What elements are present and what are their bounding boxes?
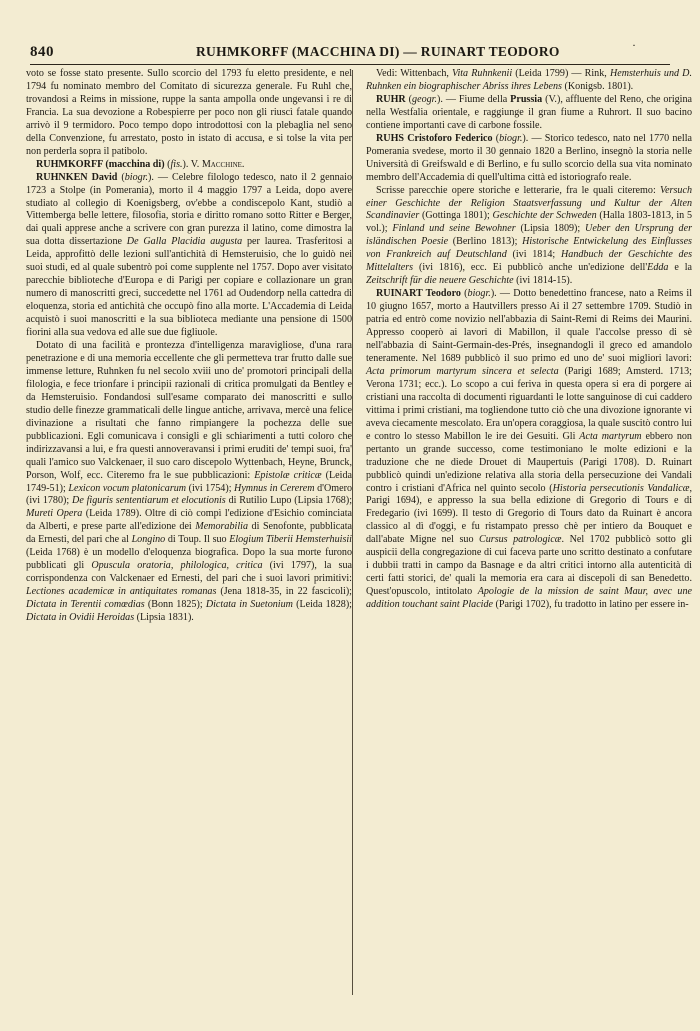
paragraph (26, 340, 352, 625)
italic-text: geogr. (412, 93, 437, 105)
italic-text: Dictata in Suetonium (205, 599, 293, 611)
body-text: ( (492, 132, 500, 144)
cross-reference: Macchine (201, 158, 242, 170)
body-text: (ivi 1797), la sua corrispondenza con Valckenaer ed Ernesti, del pari che i suoi lavori primitivi: (26, 560, 352, 585)
body-text: . Nel 1702 pubblicò sotto gli auspicii della congregazione di cui faceva parte uno scritto destinato a confutare i dubbii tratti in campo da Basnage e da altri critici intorno alla autenticità di certi fatti storici, de' quali la memoria era cara ai discepoli di san Benedetto. Quest'opuscolo, intitolato (366, 534, 692, 598)
paragraph (366, 133, 692, 185)
italic-text: Opuscula oratoria, philologica, critica (91, 560, 263, 572)
body-text: (Leida 1789). Oltre di ciò compì l'edizione d'Esichio cominciata da Alberti, e prese parte all'edizione dei (26, 508, 352, 533)
body-text: (ivi 1814-15). (513, 275, 573, 287)
entry-headword: RUHR (376, 93, 406, 105)
italic-text: Vita Ruhnkenii (452, 68, 513, 79)
body-text: (Jena 1818-35, in 22 fascicoli); (216, 586, 352, 598)
body-text: Dotato di una facilità e prontezza d'intelligenza maravigliose, d'una rara penetrazione e di una memoria eccellente che gli permetteva trar frutto dalle sue immense letture, Ruhnken fu nel secolo xviii uno de' promotori principali della filologia, e fece trionfare i principii razionali di critica promulgati da Bentley e da Hemsteruisio. Fondandosi sull'esame comparato dei manoscritti e sullo studio delle finezze grammaticali delle lingue antiche, arrivava, mercè una felice divinazione a risultati che fanno rimpiangere la pochezza delle sue pubblicazioni. Egli comunicava i consigli e gli schiarimenti a tutti coloro che indirizzavansi a lui, e fra questi annoveravansi i primi eruditi de' tempi suoi, fra' quali l'amico suo Valckenaer, il suo caro discepolo Wyttenbach, Heyne, Brunck, Porson, Wolf, ecc. Citeremo fra le sue pubblicazioni: (26, 340, 352, 481)
body-text: (ivi 1816), ecc. Ei pubblicò anche un'edizione dell' (413, 262, 648, 274)
italic-text: biogr. (467, 288, 491, 300)
body-text: (Lipsia 1809); (515, 223, 586, 235)
italic-text: Geschichte der Schweden (492, 210, 597, 222)
body-text: , Parigi 1694), e appresso la sua bella edizione di Gregorio di Tours e di Fredegario (ivi 1699). Il testo di Gregorio di Tours dato da Ruinart è ancora classico al dì d'oggi, e fu ristampato presso chè per intiero da Bouquet e dall'abate Migne nel suo (366, 482, 692, 546)
body-text: (ivi 1814; (506, 249, 561, 261)
body-text: (Leida 1799) — Rink, (512, 68, 610, 79)
italic-text: Historische Entwickelung des Einflusses von Frankreich auf Deutschland (366, 236, 692, 261)
body-text: (Gottinga 1801); (419, 210, 493, 222)
body-text: di Rutilio Lupo (Lipsia 1768); (225, 495, 353, 507)
italic-text: Hemsterhuis und D. Ruhnken ein biographischer Abriss ihres Lebens (366, 68, 692, 92)
italic-text: Dictata in Terentii comœdias (26, 599, 145, 611)
entry-headword: RUINART Teodoro (376, 288, 461, 300)
italic-text: Epistolæ criticæ (254, 469, 322, 481)
body-text: (Parigi 1689; Amsterd. 1713; Verona 1731; ecc.). Lo scopo a cui feriva in questa opera si era di porgere ai cristiani una raccolta di documenti riguardanti le lotte sanguinose di cui caddero vittima i primi cristiani, ma togliendone tutto ciò che una divozione ignorante vi aveva ciecamente mescolato. Era un'opera coraggiosa, la quale suscitò contro lui e contro lo stesso Mabillon le ire dei Gesuiti. Gli (366, 365, 692, 442)
body-text: ). — Dotto benedettino francese, nato a Reims il 10 giugno 1657, morto a Hautvillers presso Ai il 27 settembre 1709. Studiò in patria ed entrò come novizio nell'abbazia di Saint-Remi di Reims dei Maurini. Appresso cooperò ai lavori di Mabillon, il quale l'accolse presso di sè nell'abbazia di Saint-Germain-des-Prés, insegnandogli il greco ed amandolo teneramente. Nel 1689 pubblicò il suo primo ed uno de' suoi migliori lavori: (366, 288, 693, 364)
italic-text: Longino (131, 534, 166, 546)
italic-text: Elogium Tiberii Hemsterhuisii (229, 534, 352, 546)
body-text: (Berlino 1813); (448, 236, 523, 248)
italic-text: Memorabilia (195, 521, 248, 533)
body-text: ( (405, 93, 413, 105)
italic-text: Hymnus in Cererem (234, 482, 315, 494)
header-rule (30, 64, 670, 65)
italic-text: Apologie de la mission de saint Maur, avec une addition touchant saint Placide (366, 586, 692, 611)
italic-text: Cursus patrologicæ (479, 534, 562, 546)
body-text: ebbero non pertanto un grande successo, come testimoniano le molte edizioni e la traduzione che ne diede Drouet di Maupertuis (Parigi 1708). D. Ruinart pubblicò quindi un'edizione relativa alla storia della persecuzione dei Vandali contro i cristiani d'Africa nel quinto secolo ( (366, 430, 692, 494)
italic-text: Handbuch der Geschichte des Mittelalters (366, 249, 692, 274)
body-text: di Toup. Il suo (165, 534, 230, 546)
italic-text: biogr. (124, 171, 149, 183)
body-text: (Parigi 1702), fu tradotto in latino per essere in- (493, 599, 689, 611)
column-divider (352, 70, 353, 995)
italic-text: Acta martyrum (579, 430, 642, 442)
page-number: 840 (30, 44, 54, 60)
italic-text: Acta primorum martyrum sincera et selecta (366, 365, 559, 377)
entry-headword: RUHS Cristoforo Federico (376, 132, 493, 144)
body-text: ). — Celebre filologo tedesco, nato il 2 gennaio 1723 a Stolpe (in Pomerania), morto il 4 maggio 1797 a Leida, dopo avere studiato al collegio di Koenigsberg, ov'ebbe a condiscepolo Kant, studiò a Vittemberga belle lettere, filosofia, storia e diritto romano sotto Ritter e Berger, dai quali apprese anche a scrivere con gran purezza il latino, come dimostra la sua dotta dissertazione (26, 171, 353, 248)
body-text: e la (668, 262, 693, 274)
running-head: RUHMKORFF (MACCHINA DI) — RUINART TEODORO (196, 44, 560, 59)
body-text: (Leida 1768) è un modello d'eloquenza biografica. Dopo la sua morte furono pubblicati gli (26, 547, 352, 572)
italic-text: De Galla Placidia augusta (126, 236, 243, 248)
body-text: Scrisse parecchie opere storiche e letterarie, fra le quali citeremo: (376, 184, 661, 196)
left-column (26, 68, 352, 625)
body-text: (Konigsb. 1801). (561, 80, 634, 92)
italic-text: Zeitschrift für die neuere Geschichte (366, 275, 514, 287)
italic-text: Mureti Opera (26, 508, 83, 520)
body-text: (Leida 1828); (292, 599, 352, 611)
body-text: per laurea. Trasferitosi a Leida, approfittò delle lezioni sull'antichità di Hemsteruisio, che lo guidò nei suoi studi, ed al quale subentrò poi come supplente nel 1757. Dopo aver visitato parecchie biblioteche d'Europa e di Parigi per copiare e collazionare un gran numero di manoscritti greci, succedette nel 1761 ad Oudendorp nella cattedra di eloquenza, storia ed antichità che occupò fino alla morte. L'Accademia di Leida acquistò i suoi manoscritti e la sua biblioteca mediante una pensione di 1500 fiorini alla sua vedova ed alle sue due figliuole. (26, 236, 352, 339)
italic-text: fis. (170, 158, 183, 170)
body-text: ). V. (182, 158, 202, 170)
body-text: d'Omero (ivi 1780); (26, 482, 353, 507)
body-text: (V.), affluente del Reno, che origina nella Westfalia orientale, e raggiunge il gran fiume a Ruhrort. Il suo bacino contiene importanti cave di carbone fossile. (366, 93, 693, 131)
body-text: ). — Storico tedesco, nato nel 1770 nella Pomerania svedese, morto il 30 gennaio 1820 a Berlino, insegnò la storia nelle Università di Greifswald e di Berlino, e fu sullo scorcio della sua vita nominato membro dell'Accademia di quell'ultima città ed istoriografo reale. (366, 132, 692, 183)
right-column (366, 68, 692, 612)
italic-text: Versuch einer Geschichte der Religion Staatsverfassung und Kultur der Alten Scandinavier (366, 184, 692, 222)
body-text: voto se fosse stato presente. Sullo scorcio del 1793 fu eletto presidente, e nel 1794 fu nominato membro del Comitato di sicurezza generale. Fu Ruhl che, trovandosi a Reims in missione, ruppe la santa ampolla onde ungevansi i re di Francia. La sua devozione a Robespierre per poco non gli riuscì fatale quando arrivò il 9 termidoro. Poco tempo dopo introdottosi con la plebaglia nel seno della Convenzione, fu arrestato, posto in istato di accusa, e si tolse la vita per non perderla sopra il patibolo. (26, 68, 352, 157)
italic-text: Ueber den Ursprung der isländischen Poesie (366, 223, 692, 248)
italic-text: Historia persecutionis Vandalicæ (552, 482, 690, 494)
body-text: ( (117, 171, 125, 183)
paragraph (366, 185, 692, 289)
paragraph (366, 288, 692, 612)
body-text: di Senofonte, pubblicata da Ernesti, del pari che al (26, 521, 352, 546)
italic-text: Lectiones academicæ in antiquitates romanas (26, 586, 217, 598)
body-text: ( (164, 158, 171, 170)
italic-text: Finland und seine Bewohner (392, 223, 516, 235)
body-text: ( (460, 288, 468, 300)
body-text: (Leida 1749-51); (26, 469, 352, 494)
italic-text: De figuris sententiarum et elocutionis (72, 495, 226, 507)
italic-text: Edda (647, 262, 669, 274)
paragraph (26, 172, 352, 340)
entry-headword: RUHNKEN David (36, 171, 118, 183)
entry-headword: RUHMKORFF (macchina di) (36, 158, 165, 170)
body-text: (Bonn 1825); (144, 599, 206, 611)
body-text: . (241, 158, 245, 170)
paragraph (26, 68, 352, 159)
body-text: (Halla 1803-1813, in 5 vol.); (366, 210, 693, 235)
italic-text: biogr. (499, 132, 523, 144)
paragraph (366, 68, 692, 94)
entry-headword: Prussia (510, 93, 543, 105)
italic-text: Lexicon vocum platonicarum (68, 482, 187, 494)
body-text: (ivi 1754); (186, 482, 235, 494)
paragraph (366, 94, 692, 133)
body-text: ). — Fiume della (437, 93, 511, 105)
italic-text: Dictata in Ovidii Heroidas (26, 612, 135, 624)
body-text: Vedi: Wittenbach, (376, 68, 453, 79)
body-text: (Lipsia 1831). (134, 612, 194, 624)
print-mark: · (632, 38, 636, 52)
paragraph (26, 159, 352, 172)
